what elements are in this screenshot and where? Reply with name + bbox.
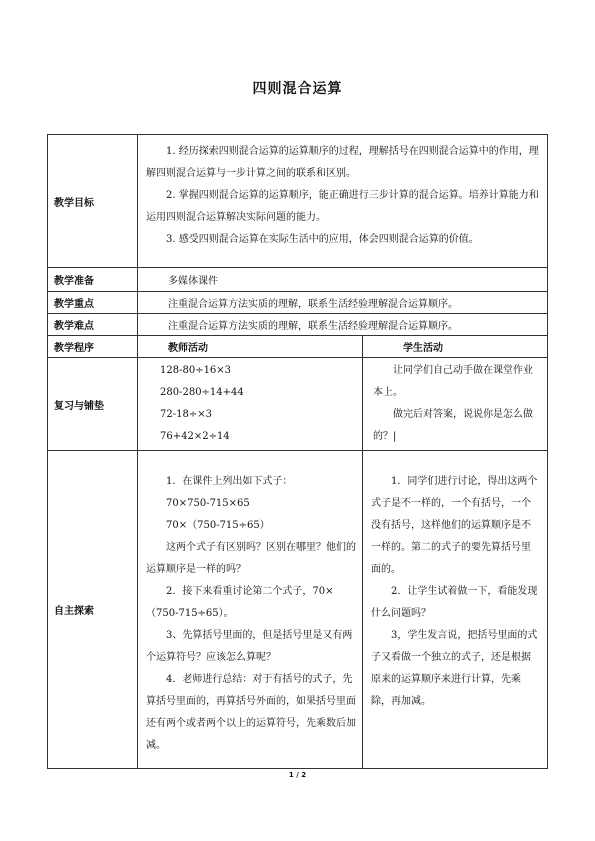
lesson-plan-table: [47, 134, 548, 769]
label-prep: 教学准备: [48, 268, 138, 292]
expression: 76+42×2÷14: [160, 431, 230, 442]
student-text: 做完后对答案，说说你是怎么做的？|: [373, 409, 533, 442]
row-procedure-header: [48, 336, 548, 358]
goal-item: 1. 经历探索四则混合运算的运算顺序的过程，理解括号在四则混合运算中的作用，理解四则混合运算与一步计算之间的联系和区别。: [146, 146, 539, 179]
teacher-step: 2．接下来看重讨论第二个式子，70×（750-715÷65）。: [146, 586, 334, 619]
goal-item: 2. 掌握四则混合运算的运算顺序，能正确进行三步计算的混合运算。培养计算能力和运用四则混合运算解决实际问题的能力。: [146, 190, 539, 223]
label-difficulty: 教学难点: [48, 314, 138, 336]
teacher-step: 3、先算括号里面的，但是括号里是又有两个运算符号？应该怎么算呢？: [146, 630, 353, 663]
expression: 128-80÷16×3: [160, 365, 232, 376]
expression: 70×（750-715÷65）: [166, 520, 270, 531]
prep-value: 多媒体课件: [138, 268, 548, 292]
row-explore: [48, 451, 548, 769]
review-student: [363, 358, 548, 451]
teacher-step: 1．在课件上列出如下式子：: [166, 476, 293, 487]
page-number: 1 / 2: [288, 771, 307, 779]
goal-item: 3. 感受四则混合运算在实际生活中的应用，体会四则混合运算的价值。: [166, 234, 479, 245]
row-key: [48, 292, 548, 314]
expression: 70×750-715×65: [166, 498, 250, 509]
teacher-step: 这两个式子有区别吗？区别在哪里？他们的运算顺序是一样的吗？: [146, 542, 356, 575]
label-goals: 教学目标: [48, 135, 138, 268]
student-step: 3，学生发言说，把括号里面的式子又看做一个独立的式子，还是根据原来的运算顺序来进行计算，先乘除，再加减。: [371, 630, 538, 707]
expression: 72-18÷×3: [160, 409, 212, 420]
label-explore: 自主探索: [48, 451, 138, 769]
row-review: [48, 358, 548, 451]
student-text: 让同学们自己动手做在课堂作业本上。: [373, 365, 533, 398]
goals-content: [138, 135, 548, 268]
teacher-step: 4．老师进行总结：对于有括号的式子，先算括号里面的，再算括号外面的，如果括号里面还有两个或者两个以上的运算符号，先乘数后加减。: [146, 674, 356, 751]
teacher-activity-header: 教师活动: [138, 336, 363, 358]
student-step: 1．同学们进行讨论，得出这两个式子是不一样的，一个有括号，一个没有括号，这样他们的运算顺序是不一样的。第二的式子的要先算括号里面的。: [371, 476, 538, 575]
explore-teacher: [138, 451, 363, 769]
label-key: 教学重点: [48, 292, 138, 314]
review-teacher: [138, 358, 363, 451]
difficulty-value: 注重混合运算方法实质的理解，联系生活经验理解混合运算顺序。: [138, 314, 548, 336]
row-difficulty: [48, 314, 548, 336]
expression: 280-280÷14+44: [160, 387, 244, 398]
row-prep: [48, 268, 548, 292]
student-step: 2．让学生试着做一下，看能发现什么问题吗？: [371, 586, 538, 619]
key-value: 注重混合运算方法实质的理解，联系生活经验理解混合运算顺序。: [138, 292, 548, 314]
document-title: 四则混合运算: [252, 81, 343, 97]
row-goals: [48, 135, 548, 268]
explore-student: [363, 451, 548, 769]
student-activity-header: 学生活动: [363, 336, 548, 358]
label-review: 复习与铺垫: [48, 358, 138, 451]
label-procedure: 教学程序: [48, 336, 138, 358]
